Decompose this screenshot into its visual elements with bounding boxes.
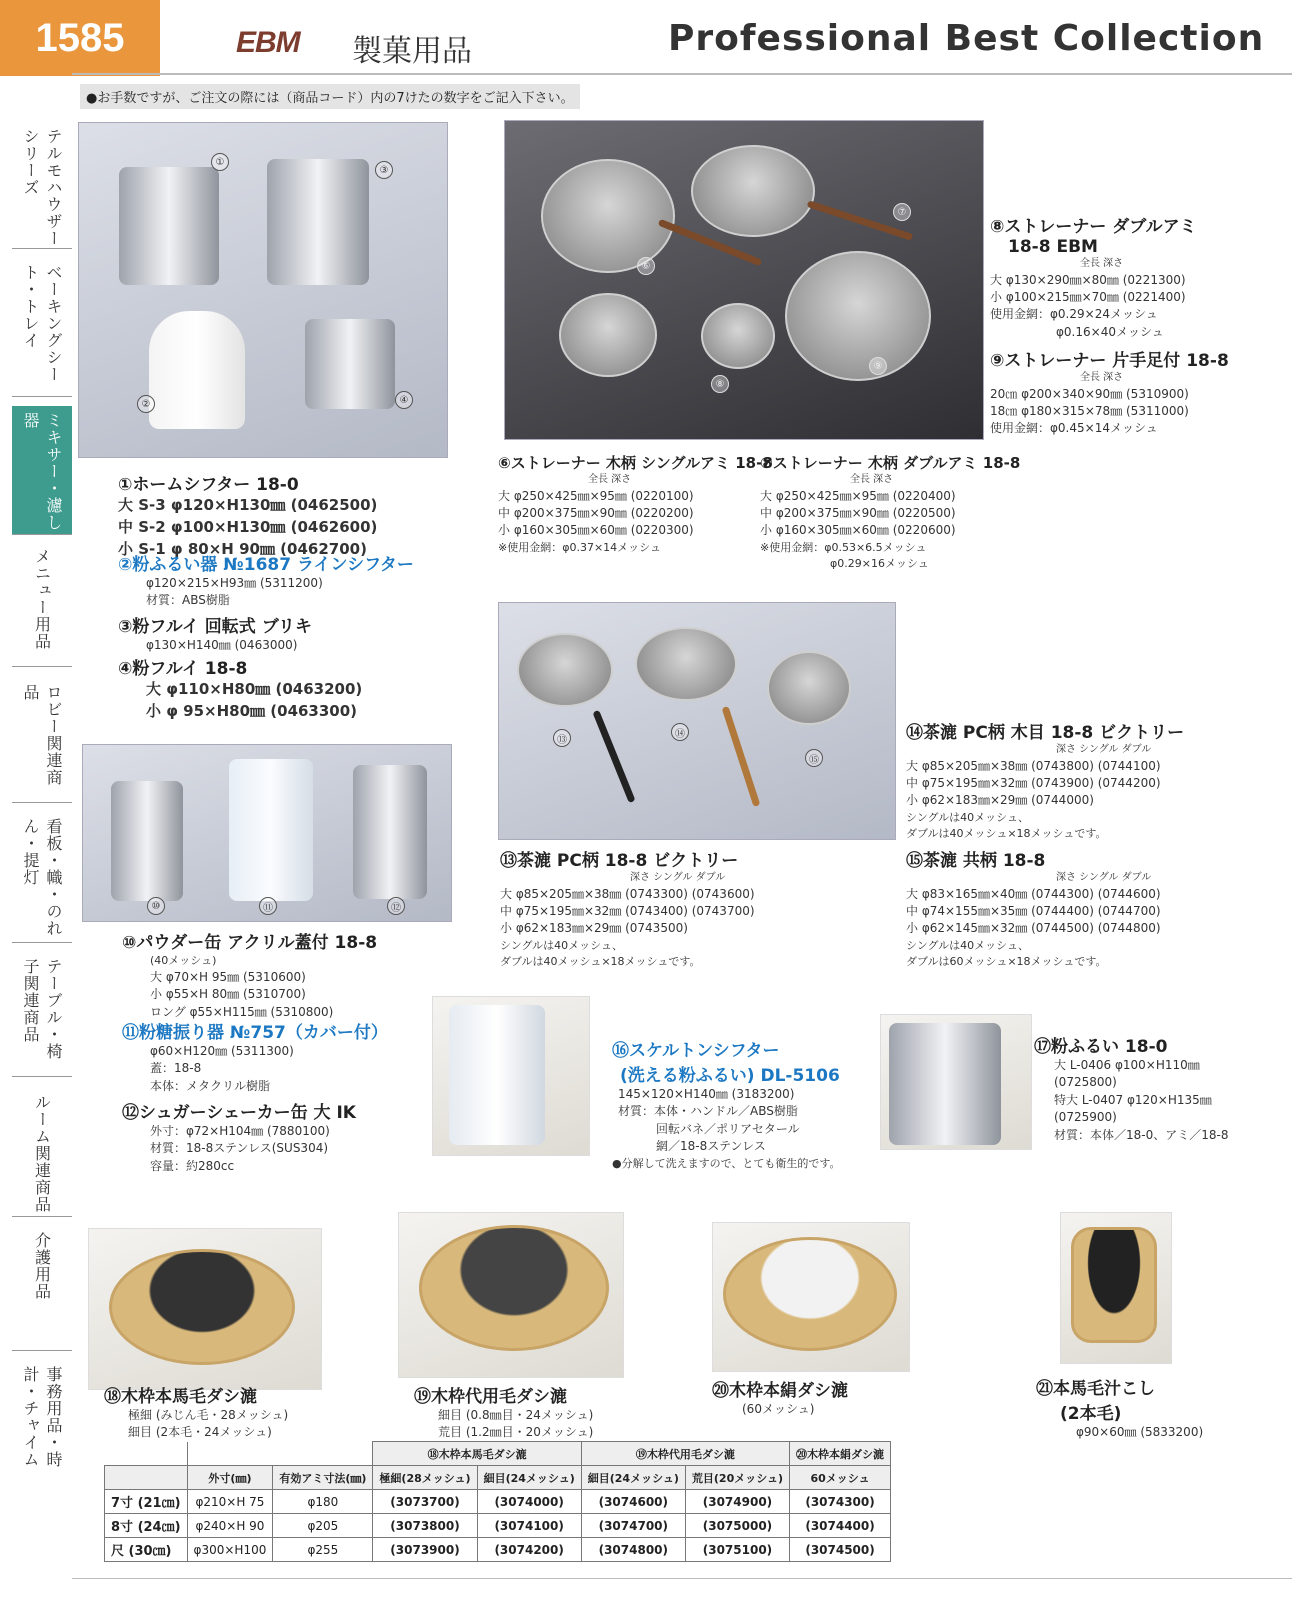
sidebar-item-baking-sheet[interactable] xyxy=(12,258,72,397)
product-tea-strainer-wood xyxy=(906,718,1184,842)
column-header: 深さ シングル ダブル xyxy=(630,872,726,883)
product-title: ⑪粉糖振り器 №757（カバー付） xyxy=(122,1023,388,1043)
brand-logo: EBM xyxy=(236,26,300,59)
group-header: ⑳木枠本絹ダシ漉 xyxy=(790,1442,891,1466)
photo-label: ⑨ xyxy=(869,357,887,375)
page-number: 1585 xyxy=(0,0,160,76)
product-strainer-double xyxy=(760,452,1020,572)
photo-label: ⑥ xyxy=(637,257,655,275)
product-line: 使用金網：φ0.29×24メッシュ xyxy=(990,307,1158,322)
product-line: 小 φ62×183㎜×29㎜ (0743500) xyxy=(500,921,688,936)
column-header: 深さ シングル ダブル xyxy=(1056,744,1152,755)
column-header: 全長 深さ xyxy=(1080,372,1124,383)
product-title: ⑯スケルトンシフター xyxy=(612,1041,780,1061)
soup-strainer-photo xyxy=(1060,1212,1172,1364)
product-home-sifter xyxy=(118,470,377,560)
sidebar-item-menu[interactable] xyxy=(12,542,72,667)
silk-sieve-photo xyxy=(712,1222,910,1372)
product-title: ⑩パウダー缶 アクリル蓋付 18-8 xyxy=(122,933,378,953)
flour-sifter-image xyxy=(889,1023,1001,1145)
photo-label: ⑫ xyxy=(387,897,405,915)
product-line: 小 φ55×H 80㎜ (5310700) xyxy=(150,987,306,1002)
group-header: ⑲木枠代用毛ダシ漉 xyxy=(581,1442,789,1466)
product-title: ⑥ストレーナー 木柄 シングルアミ 18-8 xyxy=(498,454,773,472)
table-row xyxy=(105,1490,891,1514)
strainer-footed-image xyxy=(785,251,931,381)
table-cell: (3074900) xyxy=(685,1490,789,1514)
product-line: 20㎝ φ200×340×90㎜ (5310900) xyxy=(990,386,1189,401)
product-title: ⑦ストレーナー 木柄 ダブルアミ 18-8 xyxy=(760,454,1021,472)
flour-sieve-image xyxy=(305,319,395,409)
product-line: 外寸：φ72×H104㎜ (7880100) xyxy=(150,1124,330,1138)
silk-sieve-image xyxy=(723,1237,897,1351)
photo-label: ① xyxy=(211,153,229,171)
substitute-sieve-image xyxy=(419,1225,609,1351)
product-title-sub: (2本毛) xyxy=(1060,1404,1122,1424)
table-cell: φ180 xyxy=(273,1490,373,1514)
product-line: 大 L-0406 φ100×H110㎜ xyxy=(1054,1058,1200,1072)
product-line: 中 S-2 φ100×H130㎜ (0462600) xyxy=(118,517,378,536)
table-cell: (3074800) xyxy=(581,1538,685,1562)
sugar-shaker-image xyxy=(353,765,427,899)
table-cell: φ205 xyxy=(273,1514,373,1538)
product-line: 中 φ75×195㎜×32㎜ (0743400) (0743700) xyxy=(500,903,755,918)
line-sifter-image xyxy=(149,311,245,429)
tea-strainer-wood-image xyxy=(635,627,737,701)
table-cell: φ300×H100 xyxy=(187,1538,273,1562)
column-header: 細目(24メッシュ) xyxy=(477,1466,581,1490)
product-line: φ120×215×H93㎜ (5311200) xyxy=(146,576,323,590)
collection-title: Professional Best Collection xyxy=(668,18,1265,59)
product-line: (40メッシュ) xyxy=(150,954,217,967)
product-line: 容量：約280cc xyxy=(150,1158,235,1173)
column-header: 細目(24メッシュ) xyxy=(581,1466,685,1490)
product-note: シングルは40メッシュ、 xyxy=(500,938,623,952)
product-line: 小 φ62×145㎜×32㎜ (0744500) (0744800) xyxy=(906,921,1161,936)
photo-label: ⑦ xyxy=(893,203,911,221)
table-group-header-row xyxy=(105,1442,891,1466)
soup-strainer-image xyxy=(1071,1227,1157,1343)
product-line: 網／18-8ステンレス xyxy=(656,1139,766,1154)
product-strainer-ebm xyxy=(990,212,1197,341)
photo-label: ⑧ xyxy=(711,375,729,393)
product-note: ※使用金網：φ0.53×6.5メッシュ xyxy=(760,540,927,554)
product-line: 小 φ 95×H80㎜ (0463300) xyxy=(146,701,358,720)
product-title: ⑮茶漉 共柄 18-8 xyxy=(906,851,1046,871)
product-line: 材質：18-8ステンレス(SUS304) xyxy=(150,1141,329,1156)
sidebar-item-label: テーブル・椅子関連商品 xyxy=(21,958,63,1060)
product-flour-sifter xyxy=(1034,1032,1228,1144)
strainer-large-image xyxy=(541,159,675,273)
product-line: 材質：本体・ハンドル／ABS樹脂 xyxy=(618,1104,798,1119)
product-line: 大 φ250×425㎜×95㎜ (0220400) xyxy=(760,488,956,503)
pc-handle-image xyxy=(592,710,635,803)
table-cell: (3074000) xyxy=(477,1490,581,1514)
product-line: (0725800) xyxy=(1054,1075,1117,1090)
powder-can-image xyxy=(111,781,183,901)
photo-label: ③ xyxy=(375,161,393,179)
product-silk-sieve xyxy=(712,1376,848,1418)
table-header-row xyxy=(105,1466,891,1490)
skeleton-sifter-image xyxy=(449,1005,545,1145)
product-title: ⑧ストレーナー ダブルアミ xyxy=(990,217,1197,237)
product-line: 材質：本体／18-0、アミ／18-8 xyxy=(1054,1127,1229,1142)
product-sugar-duster xyxy=(122,1018,388,1095)
powder-can-photo xyxy=(82,744,452,922)
product-line: (0725900) xyxy=(1054,1110,1117,1125)
table-row xyxy=(105,1514,891,1538)
sidebar-item-label: ルーム関連商品 xyxy=(32,1094,52,1213)
table-row xyxy=(105,1538,891,1562)
substitute-sieve-photo xyxy=(398,1212,624,1378)
table-cell: (3075100) xyxy=(685,1538,789,1562)
product-line: 大 φ85×205㎜×38㎜ (0743800) (0744100) xyxy=(906,758,1161,773)
group-header: ⑱木枠本馬毛ダシ漉 xyxy=(373,1442,581,1466)
product-powder-can xyxy=(122,928,377,1021)
product-line: 小 φ62×183㎜×29㎜ (0744000) xyxy=(906,793,1094,808)
product-line: (60メッシュ) xyxy=(742,1402,815,1416)
product-line: 大 φ83×165㎜×40㎜ (0744300) (0744600) xyxy=(906,886,1161,901)
table-cell: φ240×H 90 xyxy=(187,1514,273,1538)
product-line: 細目 (2本毛・24メッシュ) xyxy=(128,1425,272,1440)
product-line: 使用金網：φ0.45×14メッシュ xyxy=(990,421,1158,436)
sidebar-item-label: 看板・幟・のれん・提灯 xyxy=(21,818,63,937)
column-header: 60メッシュ xyxy=(790,1466,891,1490)
product-note: ダブルは40メッシュ×18メッシュです。 xyxy=(906,826,1107,840)
column-header: 外寸(㎜) xyxy=(187,1466,273,1490)
product-line: 回転バネ／ポリアセタール xyxy=(656,1121,800,1136)
row-label: 7寸 (21㎝) xyxy=(105,1490,188,1514)
product-title: ⑳木枠本絹ダシ漉 xyxy=(712,1381,848,1401)
product-title: ④粉フルイ 18-8 xyxy=(118,659,248,679)
product-title-sub: (洗える粉ふるい) DL-5106 xyxy=(620,1066,840,1086)
product-note: ●分解して洗えますので、とても衛生的です。 xyxy=(612,1156,841,1170)
product-horsehair-sieve xyxy=(104,1382,288,1442)
product-line: 本体：メタクリル樹脂 xyxy=(150,1078,271,1093)
column-header: 有効アミ寸法(㎜) xyxy=(273,1466,373,1490)
photo-label: ⑮ xyxy=(805,749,823,767)
wood-handle-image xyxy=(722,706,761,807)
row-label: 尺 (30㎝) xyxy=(105,1538,188,1562)
product-title: ⑫シュガーシェーカー缶 大 IK xyxy=(122,1103,356,1123)
product-line: 大 S-3 φ120×H130㎜ (0462500) xyxy=(118,496,378,514)
table-cell: φ255 xyxy=(273,1538,373,1562)
product-line: 大 φ110×H80㎜ (0463200) xyxy=(146,680,363,698)
header-divider xyxy=(72,73,1292,75)
table-cell: (3073700) xyxy=(373,1490,477,1514)
photo-label: ② xyxy=(137,395,155,413)
product-title: ①ホームシフター 18-0 xyxy=(118,475,299,495)
order-notice: ●お手数ですが、ご注文の際には（商品コード）内の7けたの数字をご記入下さい。 xyxy=(80,84,580,109)
product-line: 特大 L-0407 φ120×H135㎜ xyxy=(1054,1092,1212,1107)
product-strainer-footed xyxy=(990,346,1229,438)
table-cell: (3074400) xyxy=(790,1514,891,1538)
product-line: 小 φ160×305㎜×60㎜ (0220600) xyxy=(760,523,956,538)
sidebar-item-care[interactable] xyxy=(12,1226,72,1351)
product-tea-strainer-steel xyxy=(906,846,1161,970)
row-label: 8寸 (24㎝) xyxy=(105,1514,188,1538)
product-soup-strainer xyxy=(1036,1374,1203,1441)
product-note: ※使用金網：φ0.37×14メッシュ xyxy=(498,540,661,554)
skeleton-sifter-photo xyxy=(432,996,590,1156)
product-tea-strainer-pc xyxy=(500,846,755,970)
sieve-size-table xyxy=(104,1441,891,1562)
column-header: 荒目(20メッシュ) xyxy=(685,1466,789,1490)
product-line: ロング φ55×H115㎜ (5310800) xyxy=(150,1004,334,1019)
table-cell: (3074500) xyxy=(790,1538,891,1562)
product-line: 中 φ200×375㎜×90㎜ (0220200) xyxy=(498,505,694,520)
column-header: 全長 深さ xyxy=(1080,258,1124,269)
product-line: 145×120×H140㎜ (3183200) xyxy=(618,1087,795,1101)
sidebar-item-label: テルモハウザーシリーズ xyxy=(21,128,63,247)
column-header: 深さ シングル ダブル xyxy=(1056,872,1152,883)
product-title: ②粉ふるい器 №1687 ラインシフター xyxy=(118,555,414,575)
product-note: φ0.29×16メッシュ xyxy=(830,556,929,570)
product-substitute-sieve xyxy=(414,1382,593,1442)
product-note: シングルは40メッシュ、 xyxy=(906,938,1029,952)
product-flour-sieve xyxy=(118,654,362,723)
table-cell: (3073900) xyxy=(373,1538,477,1562)
product-skeleton-sifter xyxy=(612,1036,841,1172)
product-line: 小 S-1 φ 80×H 90㎜ (0462700) xyxy=(118,539,367,558)
home-sifter-image xyxy=(119,167,219,285)
strainer-double-image xyxy=(701,303,775,369)
product-sugar-shaker xyxy=(122,1098,356,1175)
product-line: 中 φ75×195㎜×32㎜ (0743900) (0744200) xyxy=(906,775,1161,790)
sidebar-item-lobby[interactable] xyxy=(12,678,72,803)
table-cell: (3074700) xyxy=(581,1514,685,1538)
sugar-duster-image xyxy=(229,759,313,901)
photo-label: ⑬ xyxy=(553,729,571,747)
product-title: ⑱木枠本馬毛ダシ漉 xyxy=(104,1387,257,1407)
rotary-sifter-image xyxy=(267,159,369,285)
product-line: 小 φ160×305㎜×60㎜ (0220300) xyxy=(498,523,694,538)
product-line: 18㎝ φ180×315×78㎜ (5311000) xyxy=(990,403,1189,418)
sidebar-item-label: 介護用品 xyxy=(32,1232,52,1300)
product-line: 大 φ250×425㎜×95㎜ (0220100) xyxy=(498,488,694,503)
photo-label: ⑩ xyxy=(147,897,165,915)
sidebar-item-label: ロビー関連商品 xyxy=(21,684,63,786)
product-line: φ90×60㎜ (5833200) xyxy=(1076,1425,1204,1439)
product-line: 蓋：18-8 xyxy=(150,1061,202,1076)
tea-strainer-pc-image xyxy=(517,633,613,707)
horsehair-sieve-photo xyxy=(88,1228,322,1390)
product-line: 細目 (0.8㎜目・24メッシュ) xyxy=(438,1408,594,1422)
category-title: 製菓用品 xyxy=(352,34,472,69)
table-cell: (3073800) xyxy=(373,1514,477,1538)
product-line: 大 φ70×H 95㎜ (5310600) xyxy=(150,969,306,984)
sidebar-item-label: ベーキングシート・トレイ xyxy=(21,264,63,383)
product-line: φ0.16×40メッシュ xyxy=(1056,324,1164,339)
product-line: 中 φ74×155㎜×35㎜ (0744400) (0744700) xyxy=(906,903,1161,918)
product-note: ダブルは40メッシュ×18メッシュです。 xyxy=(500,954,701,968)
product-line: φ130×H140㎜ (0463000) xyxy=(146,638,298,652)
product-note: ダブルは60メッシュ×18メッシュです。 xyxy=(906,954,1107,968)
product-title: ⑬茶漉 PC柄 18-8 ビクトリー xyxy=(500,851,739,871)
table-cell: φ210×H 75 xyxy=(187,1490,273,1514)
photo-label: ④ xyxy=(395,391,413,409)
product-line: 大 φ85×205㎜×38㎜ (0743300) (0743600) xyxy=(500,886,755,901)
sidebar-item-thermohauser[interactable] xyxy=(12,122,72,249)
sifter-photo xyxy=(78,122,448,458)
strainer-medium-image xyxy=(691,145,815,237)
product-title: ㉑本馬毛汁こし xyxy=(1036,1379,1155,1399)
flour-sifter-photo xyxy=(880,1014,1032,1150)
product-title: ⑲木枠代用毛ダシ漉 xyxy=(414,1387,567,1407)
sidebar-item-label: メニュー用品 xyxy=(32,548,52,650)
tea-strainer-steel-image xyxy=(767,651,851,725)
strainer-photo xyxy=(504,120,984,440)
column-header: 全長 深さ xyxy=(850,474,894,485)
strainer-small-image xyxy=(559,293,657,377)
product-line: 荒目 (1.2㎜目・20メッシュ) xyxy=(438,1425,594,1440)
product-title-sub: 18-8 EBM xyxy=(1008,237,1098,257)
product-title: ⑨ストレーナー 片手足付 18-8 xyxy=(990,351,1229,371)
footer-divider xyxy=(72,1578,1292,1579)
table-cell: (3074100) xyxy=(477,1514,581,1538)
photo-label: ⑪ xyxy=(259,897,277,915)
table-cell: (3074600) xyxy=(581,1490,685,1514)
product-line: 中 φ200×375㎜×90㎜ (0220500) xyxy=(760,505,956,520)
product-line: 材質：ABS樹脂 xyxy=(146,593,230,608)
sidebar-item-label: 事務用品・時計・チャイム xyxy=(21,1366,63,1468)
product-line: φ60×H120㎜ (5311300) xyxy=(150,1044,294,1058)
product-line: 極細 (みじん毛・28メッシュ) xyxy=(128,1408,289,1422)
sidebar-item-room[interactable] xyxy=(12,1088,72,1217)
product-line-sifter xyxy=(118,550,414,610)
product-line: 小 φ100×215㎜×70㎜ (0221400) xyxy=(990,289,1186,304)
product-strainer-single xyxy=(498,452,773,556)
product-rotary-sifter xyxy=(118,612,312,654)
table-cell: (3074300) xyxy=(790,1490,891,1514)
sidebar-item-signboard[interactable] xyxy=(12,812,72,943)
sidebar-item-table-chair[interactable] xyxy=(12,952,72,1077)
photo-label: ⑭ xyxy=(671,723,689,741)
column-header: 極細(28メッシュ) xyxy=(373,1466,477,1490)
horsehair-sieve-image xyxy=(109,1249,295,1365)
sidebar-item-office[interactable] xyxy=(12,1360,72,1498)
tea-strainer-photo xyxy=(498,602,896,840)
table-cell: (3074200) xyxy=(477,1538,581,1562)
table-cell: (3075000) xyxy=(685,1514,789,1538)
product-title: ③粉フルイ 回転式 ブリキ xyxy=(118,617,313,637)
product-line: 大 φ130×290㎜×80㎜ (0221300) xyxy=(990,272,1186,287)
product-note: シングルは40メッシュ、 xyxy=(906,810,1029,824)
sidebar-item-label: ミキサー・濾し器 xyxy=(21,412,63,531)
product-title: ⑭茶漉 PC柄 木目 18-8 ビクトリー xyxy=(906,723,1185,743)
sidebar-item-mixer[interactable] xyxy=(12,406,72,535)
column-header: 全長 深さ xyxy=(588,474,632,485)
product-title: ⑰粉ふるい 18-0 xyxy=(1034,1037,1168,1057)
